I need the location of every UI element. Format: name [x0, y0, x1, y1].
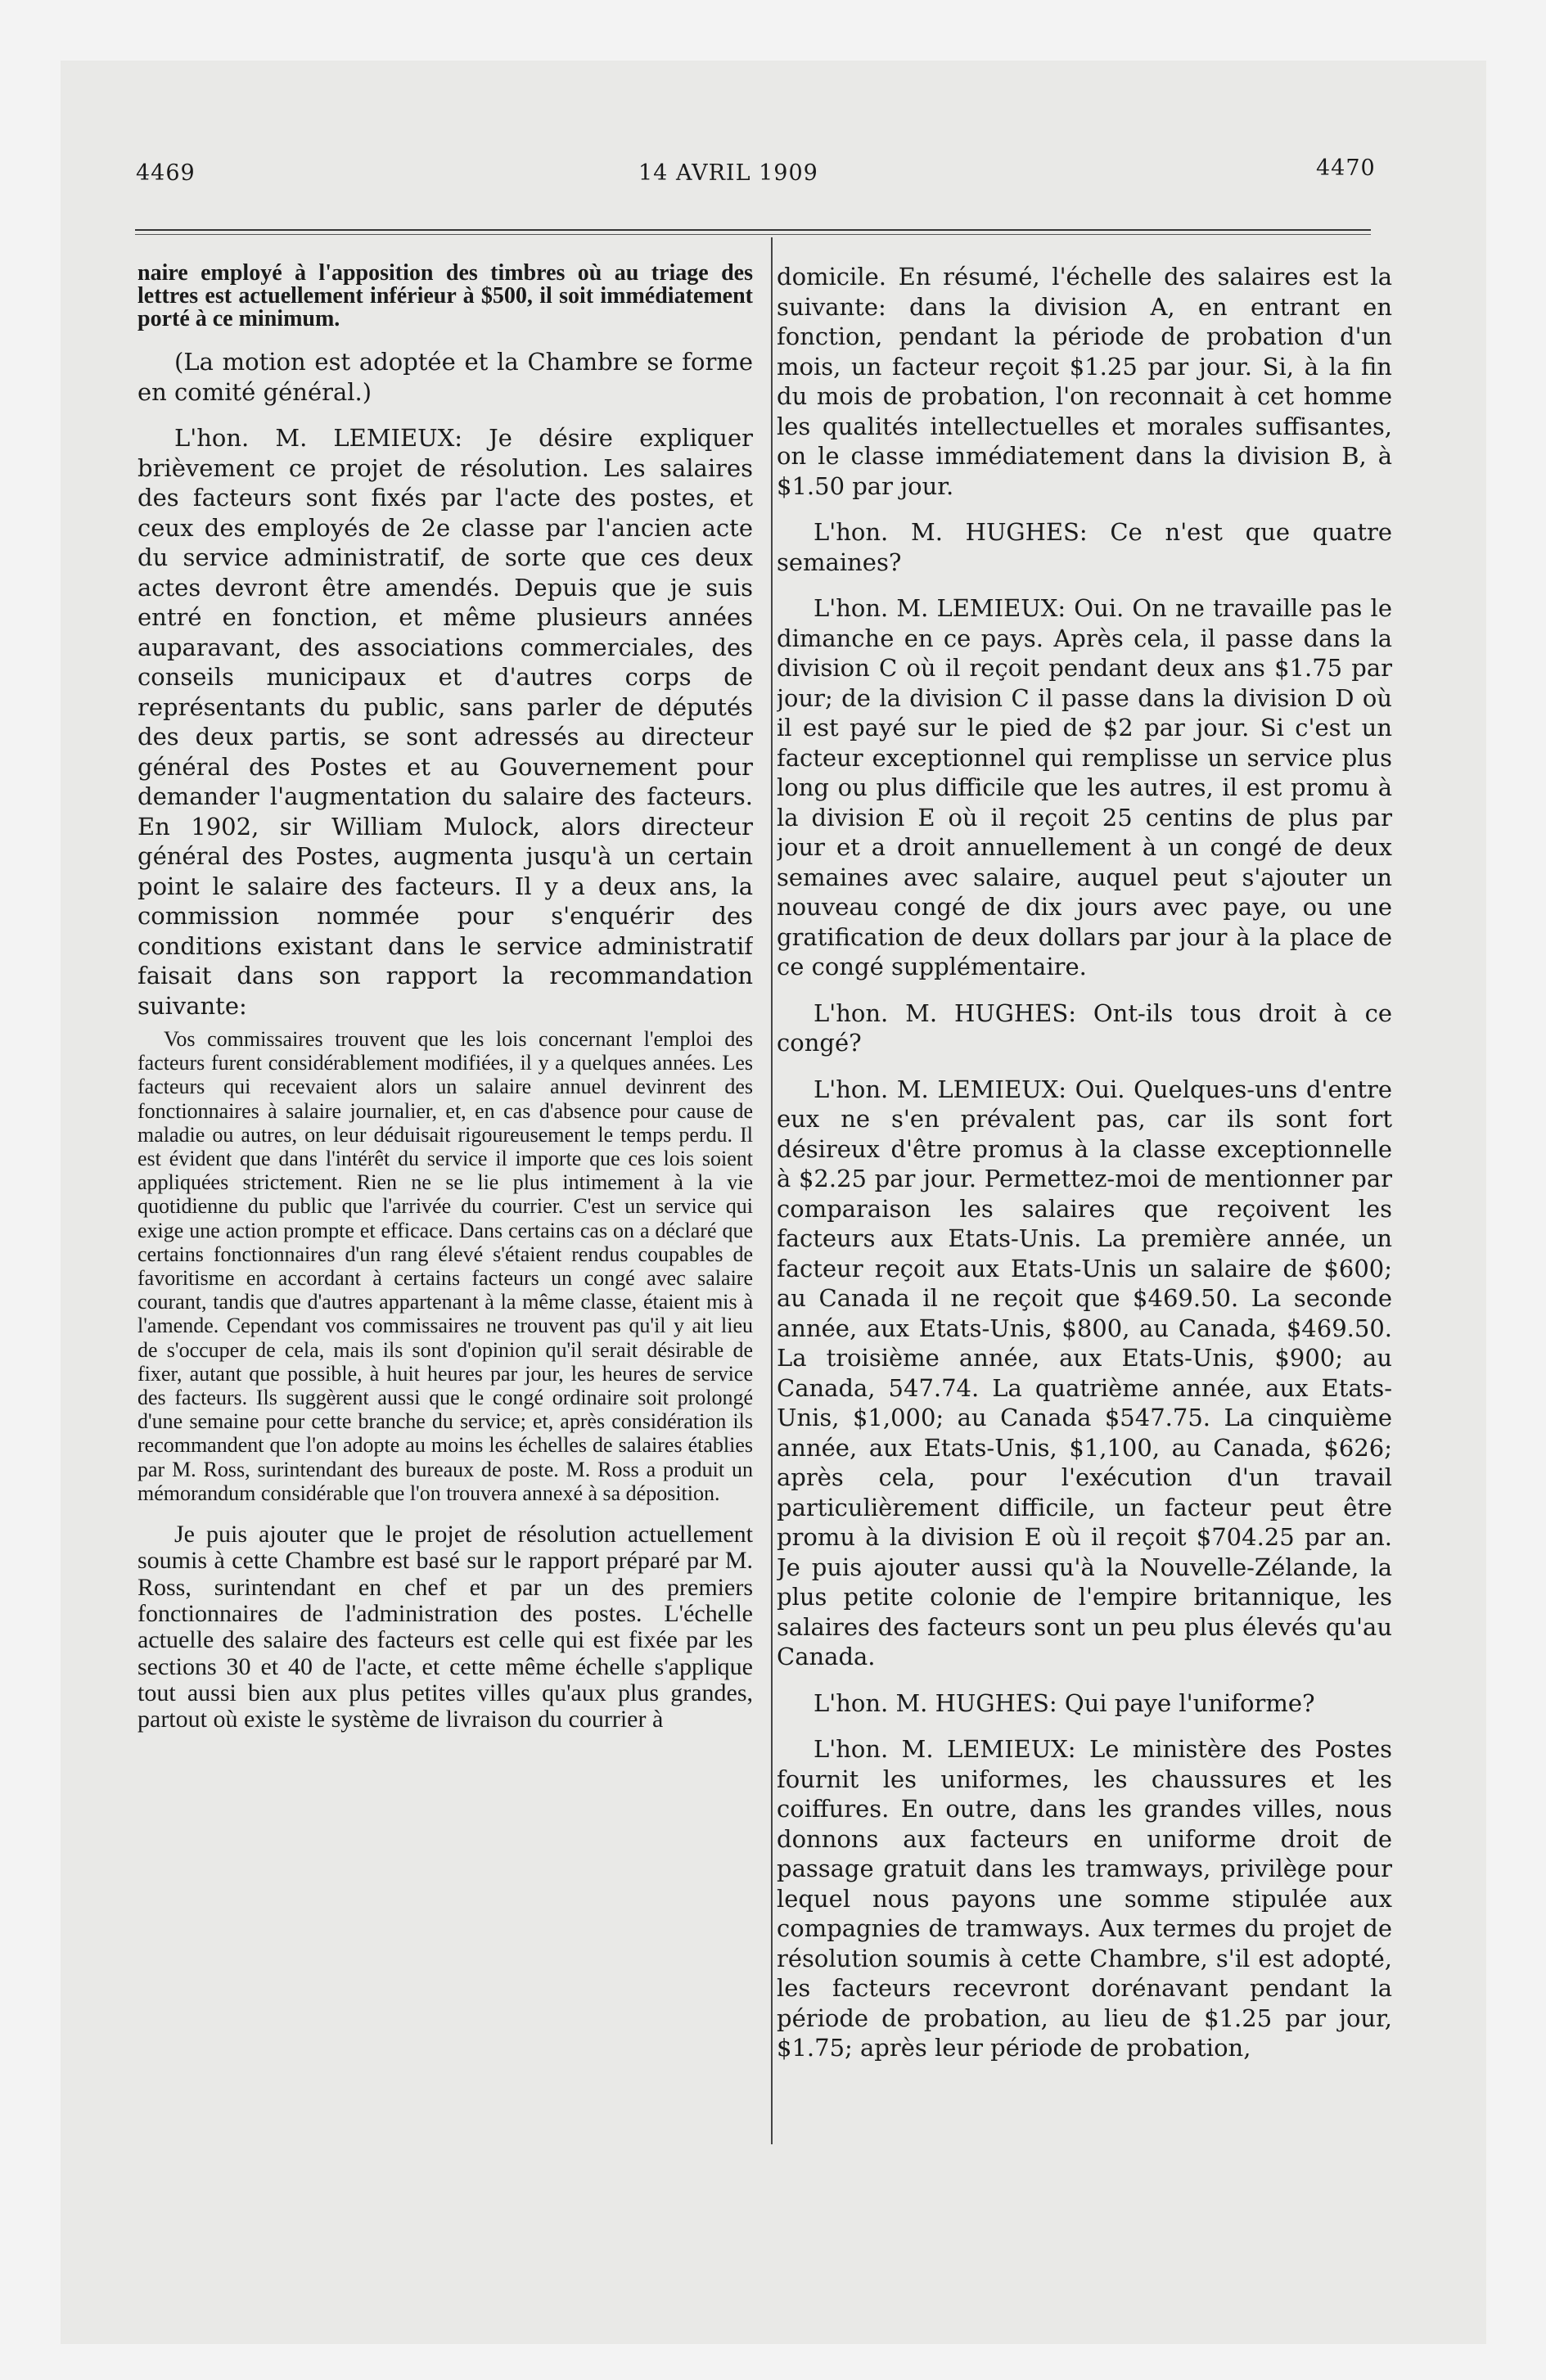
- page-number-right: 4470: [1316, 156, 1376, 181]
- quoted-paragraph: Vos commissaires trouvent que les lois concernant l'emploi des facteurs furent considérablement modifiées, il y a quelques années. Les facteurs qui recevaient alors un salaire annuel devinrent des fonctionnaires à salaire journalier, et, en cas d'absence pour cause de maladie ou autres, on leur déduisait rigoureusement le temps perdu. Il est évident que dans l'intérêt du service il importe que ces lois soient appliquées strictement. Rien ne se lie plus intimement à la vie quotidienne du public que l'arrivée du courrier. C'est un service qui exige une action prompte et efficace. Dans certains cas on a déclaré que certains fonctionnaires d'un rang élevé s'étaient rendus coupables de favoritisme en accordant à certains facteurs un congé avec salaire courant, tandis que d'autres appartenant à la même classe, étaient mis à l'amende. Cependant vos commissaires ne trouvent pas qu'il y ait lieu de s'occuper de cela, mais ils sont d'opinion qu'il serait désirable de fixer, autant que possible, à huit heures par jour, les heures de service des facteurs. Ils suggèrent aussi que le congé ordinaire soit prolongé d'une semaine pour cette branche du service; et, après considération ils recommandent que l'on adopte au moins les échelles de salaires établies par M. Ross, surintendant des bureaux de poste. M. Ross a produit un mémorandum considérable que l'on trouvera annexé à sa déposition.: [137, 1027, 753, 1505]
- column-divider: [771, 237, 773, 2144]
- page-number-left: 4469: [136, 160, 196, 186]
- paragraph: (La motion est adoptée et la Chambre se forme en comité général.): [137, 348, 753, 406]
- paragraph: L'hon. M. HUGHES: Qui paye l'uniforme?: [814, 1688, 1315, 1717]
- right-column: [777, 262, 1392, 2169]
- page-date: 14 AVRIL 1909: [638, 160, 818, 186]
- paragraph: L'hon. M. HUGHES: Ce n'est que quatre semaines?: [777, 518, 1392, 576]
- paragraph: naire employé à l'apposition des timbres où au triage des lettres est actuellement inférieur à $500, il soit immédiatement porté à ce minimum.: [137, 262, 753, 331]
- paragraph: L'hon. M. HUGHES: Ont-ils tous droit à ce congé?: [777, 998, 1392, 1057]
- paragraph: L'hon. M. LEMIEUX: Oui. On ne travaille pas le dimanche en ce pays. Après cela, il passe dans la division C où il reçoit pendant deux ans $1.75 par jour; de la division C il passe dans la division D où il est payé sur le pied de $2 par jour. Si c'est un facteur exceptionnel qui remplisse un service plus long ou plus difficile que les autres, il est promu à la division E où il reçoit 25 centins de plus par jour et a droit annuellement à un congé de deux semaines avec salaire, auquel peut s'ajouter un nouveau congé de dix jours avec paye, ou une gratification de deux dollars par jour à la place de ce congé supplémentaire.: [777, 594, 1392, 980]
- paragraph: Je puis ajouter que le projet de résolution actuellement soumis à cette Chambre est basé sur le rapport préparé par M. Ross, surintendant en chef et par un des premiers fonctionnaires de l'administration des postes. L'échelle actuelle des salaire des facteurs est celle qui est fixée par les sections 30 et 40 de l'acte, et cette même échelle s'applique tout aussi bien aux plus petites villes qu'aux plus grandes, partout où existe le système de livraison du courrier à: [137, 1521, 753, 1733]
- paragraph: L'hon. M. LEMIEUX: Le ministère des Postes fournit les uniformes, les chaussures et les coiffures. En outre, dans les grandes villes, nous donnons aux facteurs en uniforme droit de passage gratuit dans les tramways, privilège pour lequel nous payons une somme stipulée aux compagnies de tramways. Aux termes du projet de résolution soumis à cette Chambre, s'il est adopté, les facteurs recevront dorénavant pendant la période de probation, au lieu de $1.25 par jour, $1.75; après leur période de probation,: [777, 1735, 1392, 2062]
- paragraph: L'hon. M. LEMIEUX: Je désire expliquer brièvement ce projet de résolution. Les salaires des facteurs sont fixés par l'acte des postes, et ceux des employés de 2e classe par l'ancien acte du service administratif, de sorte que ces deux actes devront être amendés. Depuis que je suis entré en fonction, et même plusieurs années auparavant, des associations commerciales, des conseils municipaux et d'autres corps de représentants du public, sans parler de députés des deux partis, se sont adressés au directeur général des Postes et au Gouvernement pour demander l'augmentation du salaire des facteurs. En 1902, sir William Mulock, alors directeur général des Postes, augmenta jusqu'à un certain point le salaire des facteurs. Il y a deux ans, la commission nommée pour s'enquérir des conditions existant dans le service administratif faisait dans son rapport la recommandation suivante:: [137, 424, 753, 1020]
- header-rule: [135, 229, 1371, 231]
- paragraph: domicile. En résumé, l'échelle des salaires est la suivante: dans la division A, en entrant en fonction, pendant la période de probation d'un mois, un facteur reçoit $1.25 par jour. Si, à la fin du mois de probation, l'on reconnait à cet homme les qualités intellectuelles et morales suffisantes, on le classe immédiatement dans la division B, à $1.50 par jour.: [777, 263, 1392, 500]
- paragraph: L'hon. M. LEMIEUX: Oui. Quelques-uns d'entre eux ne s'en prévalent pas, car ils sont fort désireux d'être promus à la classe exceptionnelle à $2.25 par jour. Permettez-moi de mentionner par comparaison les salaires que reçoivent les facteurs aux Etats-Unis. La première année, un facteur reçoit aux Etats-Unis un salaire de $600; au Canada il ne reçoit que $469.50. La seconde année, aux Etats-Unis, $800, au Canada, $469.50. La troisième année, aux Etats-Unis, $900; au Canada, 547.74. La quatrième année, aux Etats-Unis, $1,000; au Canada $547.75. La cinquième année, aux Etats-Unis, $1,100, au Canada, $626; après cela, pour l'exécution d'un travail particulièrement difficile, un facteur peut être promu à la division E où il reçoit $704.25 par an. Je puis ajouter aussi qu'à la Nouvelle-Zélande, la plus petite colonie de l'empire britannique, les salaires des facteurs sont un peu plus élevés qu'au Canada.: [777, 1075, 1392, 1670]
- left-column: [137, 262, 753, 2169]
- header-rule-secondary: [135, 234, 1371, 235]
